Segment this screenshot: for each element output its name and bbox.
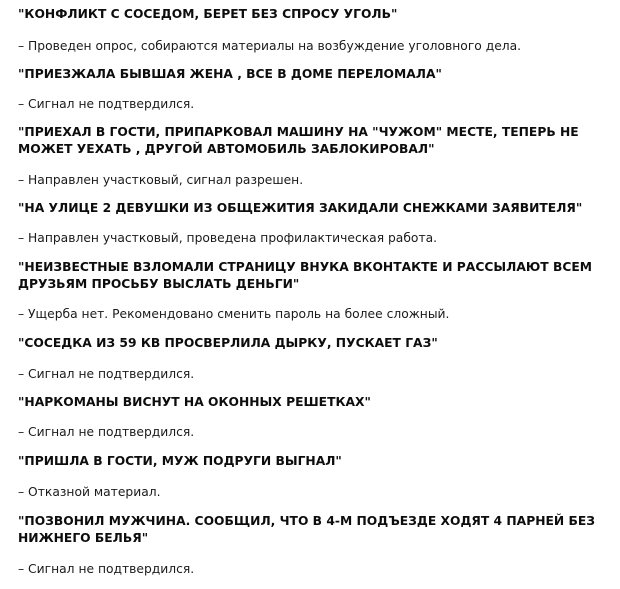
headline-line: НИЖНЕГО БЕЛЬЯ" (18, 530, 149, 545)
report-response: – Сигнал не подтвердился. (18, 425, 195, 439)
headline-line: МОЖЕТ УЕХАТЬ , ДРУГОЙ АВТОМОБИЛЬ ЗАБЛОКИРОВАЛ" (18, 141, 435, 156)
report-response: – Направлен участковый, сигнал разрешен. (18, 173, 304, 187)
report-headline (18, 200, 582, 217)
headline-line: "ПРИЕЗЖАЛА БЫВШАЯ ЖЕНА , ВСЕ В ДОМЕ ПЕРЕЛОМАЛА" (18, 67, 442, 81)
headline-line: "КОНФЛИКТ С СОСЕДОМ, БЕРЕТ БЕЗ СПРОСУ УГОЛЬ" (18, 7, 398, 21)
report-headline (18, 394, 371, 411)
headline-line: "СОСЕДКА ИЗ 59 КВ ПРОСВЕРЛИЛА ДЫРКУ, ПУСКАЕТ ГАЗ" (18, 336, 438, 350)
report-headline (18, 453, 342, 470)
report-headline (18, 6, 397, 23)
headline-line: "ПОЗВОНИЛ МУЖЧИНА. СООБЩИЛ, ЧТО В 4-М ПОДЪЕЗДЕ ХОДЯТ 4 ПАРНЕЙ БЕЗ (18, 514, 595, 528)
headline-line: "НЕИЗВЕСТНЫЕ ВЗЛОМАЛИ СТРАНИЦУ ВНУКА ВКОНТАКТЕ И РАССЫЛАЮТ ВСЕМ (18, 260, 592, 274)
report-response: – Проведен опрос, собираются материалы на возбуждение уголовного дела. (18, 39, 522, 53)
report-response: – Сигнал не подтвердился. (18, 562, 195, 576)
report-response: – Сигнал не подтвердился. (18, 97, 195, 111)
report-response: – Направлен участковый, проведена профилактическая работа. (18, 231, 438, 245)
report-headline (18, 124, 579, 157)
report-response: – Сигнал не подтвердился. (18, 367, 195, 381)
report-response: – Ущерба нет. Рекомендовано сменить пароль на более сложный. (18, 307, 450, 321)
report-headline (18, 259, 592, 292)
report-headline (18, 335, 438, 352)
headline-line: "ПРИЕХАЛ В ГОСТИ, ПРИПАРКОВАЛ МАШИНУ НА "ЧУЖОМ" МЕСТЕ, ТЕПЕРЬ НЕ (18, 125, 579, 139)
report-response: – Отказной материал. (18, 485, 161, 499)
headline-line: ДРУЗЬЯМ ПРОСЬБУ ВЫСЛАТЬ ДЕНЬГИ" (18, 276, 300, 291)
report-headline (18, 66, 442, 83)
headline-line: "НАРКОМАНЫ ВИСНУТ НА ОКОННЫХ РЕШЕТКАХ" (18, 395, 371, 409)
report-headline (18, 513, 595, 546)
headline-line: "ПРИШЛА В ГОСТИ, МУЖ ПОДРУГИ ВЫГНАЛ" (18, 454, 342, 468)
headline-line: "НА УЛИЦЕ 2 ДЕВУШКИ ИЗ ОБЩЕЖИТИЯ ЗАКИДАЛИ СНЕЖКАМИ ЗАЯВИТЕЛЯ" (18, 201, 583, 215)
